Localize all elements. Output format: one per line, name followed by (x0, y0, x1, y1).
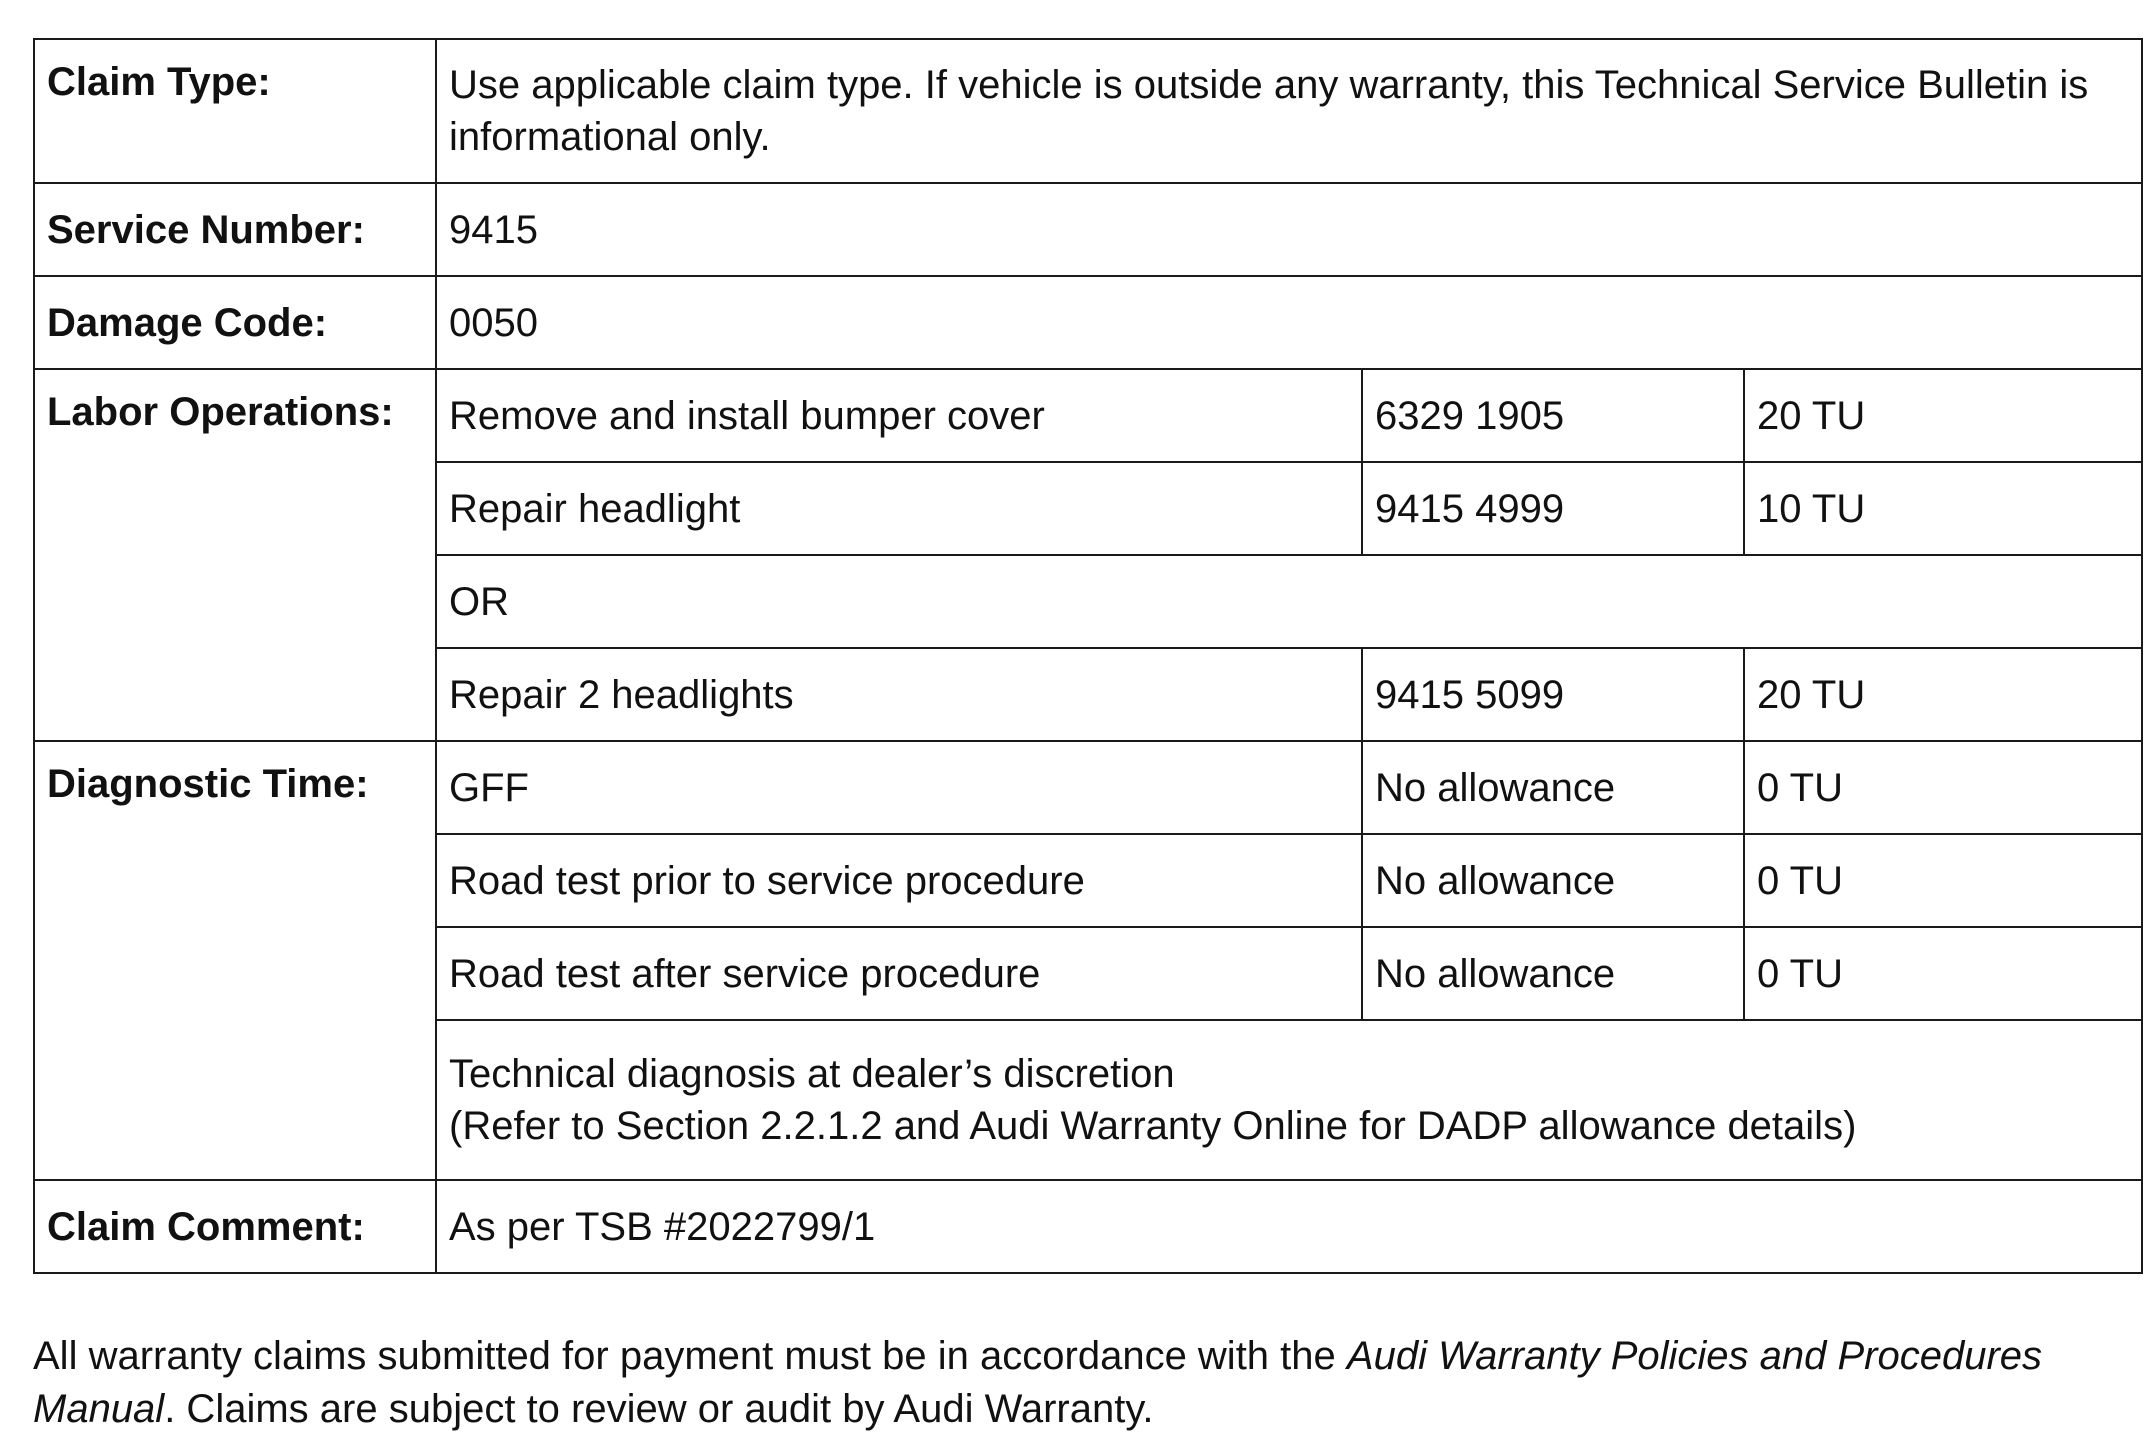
diagnostic-description: Road test after service procedure (436, 927, 1362, 1020)
claim-comment-row (34, 1180, 2142, 1273)
footer-text-after: . Claims are subject to review or audit by Audi Warranty. (164, 1387, 1154, 1431)
labor-operation-time: 20 TU (1744, 369, 2142, 462)
labor-operation-time: 10 TU (1744, 462, 2142, 555)
warranty-footer-note (33, 1330, 2143, 1436)
diagnostic-allowance: No allowance (1362, 741, 1744, 834)
labor-operation-code: 6329 1905 (1362, 369, 1744, 462)
labor-operation-time: 20 TU (1744, 648, 2142, 741)
damage-code-row (34, 276, 2142, 369)
footer-manual-title: Audi Warranty Policies and Procedures Manual (33, 1334, 2043, 1431)
service-number-value: 9415 (436, 183, 2142, 276)
labor-operation-separator: OR (436, 555, 2142, 648)
claim-type-label: Claim Type: (34, 39, 436, 183)
warranty-claim-table (33, 38, 2143, 1274)
damage-code-value: 0050 (436, 276, 2142, 369)
diagnostic-time: 0 TU (1744, 834, 2142, 927)
labor-operation-row (34, 369, 2142, 462)
labor-operations-label: Labor Operations: (34, 369, 436, 741)
diagnostic-row (34, 741, 2142, 834)
service-number-row (34, 183, 2142, 276)
technical-diagnosis-text: Technical diagnosis at dealer’s discretion (449, 1052, 1175, 1096)
diagnostic-time: 0 TU (1744, 741, 2142, 834)
diagnostic-description: Road test prior to service procedure (436, 834, 1362, 927)
labor-operation-description: Repair 2 headlights (436, 648, 1362, 741)
technical-diagnosis-cell (436, 1020, 2142, 1180)
diagnostic-allowance: No allowance (1362, 834, 1744, 927)
labor-operation-code: 9415 4999 (1362, 462, 1744, 555)
damage-code-label: Damage Code: (34, 276, 436, 369)
diagnostic-description: GFF (436, 741, 1362, 834)
diagnostic-allowance: No allowance (1362, 927, 1744, 1020)
claim-comment-value: As per TSB #2022799/1 (436, 1180, 2142, 1273)
footer-text-before: All warranty claims submitted for payment must be in accordance with the (33, 1334, 1347, 1378)
claim-type-row (34, 39, 2142, 183)
diagnostic-time-label: Diagnostic Time: (34, 741, 436, 1180)
claim-type-value: Use applicable claim type. If vehicle is outside any warranty, this Technical Service Bulletin is informational only. (436, 39, 2142, 183)
labor-operation-description: Remove and install bumper cover (436, 369, 1362, 462)
diagnostic-time: 0 TU (1744, 927, 2142, 1020)
labor-operation-description: Repair headlight (436, 462, 1362, 555)
technical-diagnosis-reference: (Refer to Section 2.2.1.2 and Audi Warranty Online for DADP allowance details) (449, 1104, 1857, 1148)
service-number-label: Service Number: (34, 183, 436, 276)
labor-operation-code: 9415 5099 (1362, 648, 1744, 741)
claim-comment-label: Claim Comment: (34, 1180, 436, 1273)
